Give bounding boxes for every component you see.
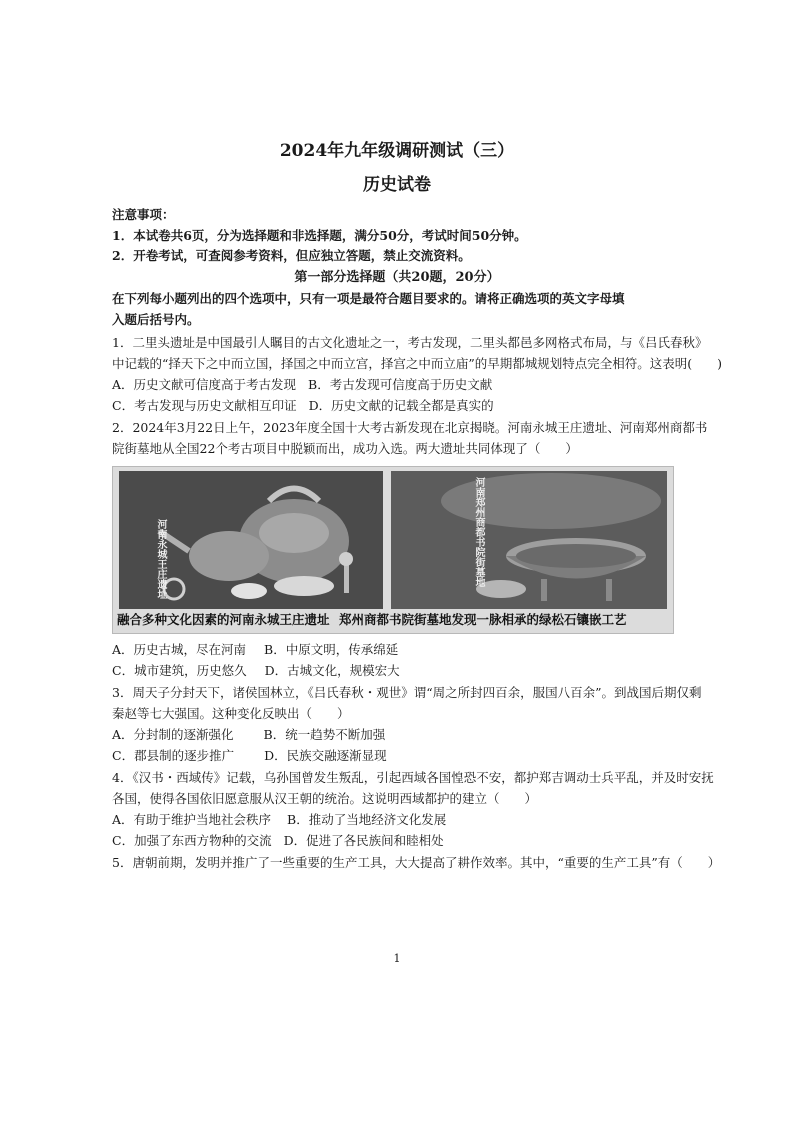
q3-option-b: B．统一趋势不断加强 bbox=[263, 727, 386, 742]
q2-option-a: A．历史古城，尽在河南 bbox=[112, 642, 247, 657]
q3-option-a: A．分封制的逐渐强化 bbox=[112, 727, 234, 742]
left-photo-label: 河南永城王庄遗址 bbox=[155, 519, 166, 599]
q1-option-d: D．历史文献的记载全都是真实的 bbox=[308, 398, 494, 413]
q5-stem-line1: 5．唐朝前期，发明并推广了一些重要的生产工具，大大提高了耕作效率。其中，“重要的生产工具”有（ ） bbox=[112, 855, 721, 870]
q3-stem-line1: 3．周天子分封天下，诸侯国林立，《吕氏春秋・观世》谓“周之所封四百余，服国八百余”。到战国后期仅剩 bbox=[112, 685, 702, 700]
q2-options-row1 bbox=[112, 641, 398, 659]
exam-subject: 历史试卷 bbox=[363, 175, 431, 195]
exam-title: 2024年九年级调研测试（三） bbox=[279, 141, 515, 161]
q2-option-b: B．中原文明，传承绵延 bbox=[264, 642, 399, 657]
q3-stem-line2: 秦赵等七大强国。这种变化反映出（ ） bbox=[112, 706, 350, 721]
q1-stem-line2: 中记载的“择天下之中而立国，择国之中而立宫，择宫之中而立庙”的早期都城规划特点完全相符。这表明( ) bbox=[112, 356, 723, 371]
q3-option-c: C．郡县制的逐步推广 bbox=[112, 748, 235, 763]
notice-heading: 注意事项： bbox=[112, 207, 175, 222]
q1-option-a: A．历史文献可信度高于考古发现 bbox=[112, 377, 297, 392]
q2-option-c: C．城市建筑，历史悠久 bbox=[112, 663, 247, 678]
section-instruction-line2: 入题后括号内。 bbox=[112, 312, 200, 327]
q4-options-row2 bbox=[112, 832, 444, 850]
q2-stem-line1: 2．2024年3月22日上午，2023年度全国十大考古新发现在北京揭晓。河南永城王庄遗址、河南郑州商都书 bbox=[112, 420, 708, 435]
notice-item-1: 1．本试卷共6页，分为选择题和非选择题，满分50分，考试时间50分钟。 bbox=[112, 228, 527, 243]
q1-options-row1 bbox=[112, 376, 492, 394]
q2-options-row2 bbox=[112, 662, 400, 680]
relics-photo-right bbox=[391, 471, 667, 609]
right-photo-label: 河南郑州商都书院街墓地 bbox=[473, 477, 484, 587]
section-instruction-line1: 在下列每小题列出的四个选项中，只有一项是最符合题目要求的。请将正确选项的英文字母填 bbox=[112, 291, 625, 306]
q1-stem-line1: 1．二里头遗址是中国最引人瞩目的古文化遗址之一，考古发现，二里头都邑多网格式布局，与《吕氏春秋》 bbox=[112, 335, 708, 350]
right-photo-caption: 郑州商都书院街墓地发现一脉相承的绿松石镶嵌工艺 bbox=[339, 612, 627, 627]
q4-option-b: B．推动了当地经济文化发展 bbox=[287, 812, 447, 827]
section-heading: 第一部分选择题（共20题，20分） bbox=[294, 270, 500, 285]
q1-options-row2 bbox=[112, 397, 494, 415]
q3-options-row2 bbox=[112, 747, 387, 765]
q2-figure bbox=[112, 466, 674, 634]
q4-option-a: A．有助于维护当地社会秩序 bbox=[112, 812, 272, 827]
q4-option-d: D．促进了各民族间和睦相处 bbox=[283, 833, 444, 848]
page-number: 1 bbox=[393, 952, 401, 965]
notice-item-2: 2．开卷考试，可查阅参考资料，但应独立答题，禁止交流资料。 bbox=[112, 248, 471, 263]
relics-photo-left bbox=[119, 471, 383, 609]
q4-stem-line2: 各国，使得各国依旧愿意服从汉王朝的统治。这说明西域都护的建立（ ） bbox=[112, 791, 538, 806]
q4-option-c: C．加强了东西方物种的交流 bbox=[112, 833, 272, 848]
left-photo-caption: 融合多种文化因素的河南永城王庄遗址 bbox=[117, 612, 330, 627]
bronze-vessel-image bbox=[391, 471, 667, 609]
q1-option-c: C．考古发现与历史文献相互印证 bbox=[112, 398, 297, 413]
q1-option-b: B．考古发现可信度高于历史文献 bbox=[308, 377, 493, 392]
q3-options-row1 bbox=[112, 726, 385, 744]
q2-option-d: D．古城文化，规模宏大 bbox=[264, 663, 400, 678]
q4-stem-line1: 4．《汉书・西域传》记载，乌孙国曾发生叛乱，引起西域各国惶恐不安，都护郑吉调动士兵平乱，并及时安抚 bbox=[112, 770, 714, 785]
q4-options-row1 bbox=[112, 811, 446, 829]
q3-option-d: D．民族交融逐渐显现 bbox=[264, 748, 387, 763]
q2-stem-line2: 院街墓地从全国22个考古项目中脱颖而出，成功入选。两大遗址共同体现了（ ） bbox=[112, 441, 578, 456]
